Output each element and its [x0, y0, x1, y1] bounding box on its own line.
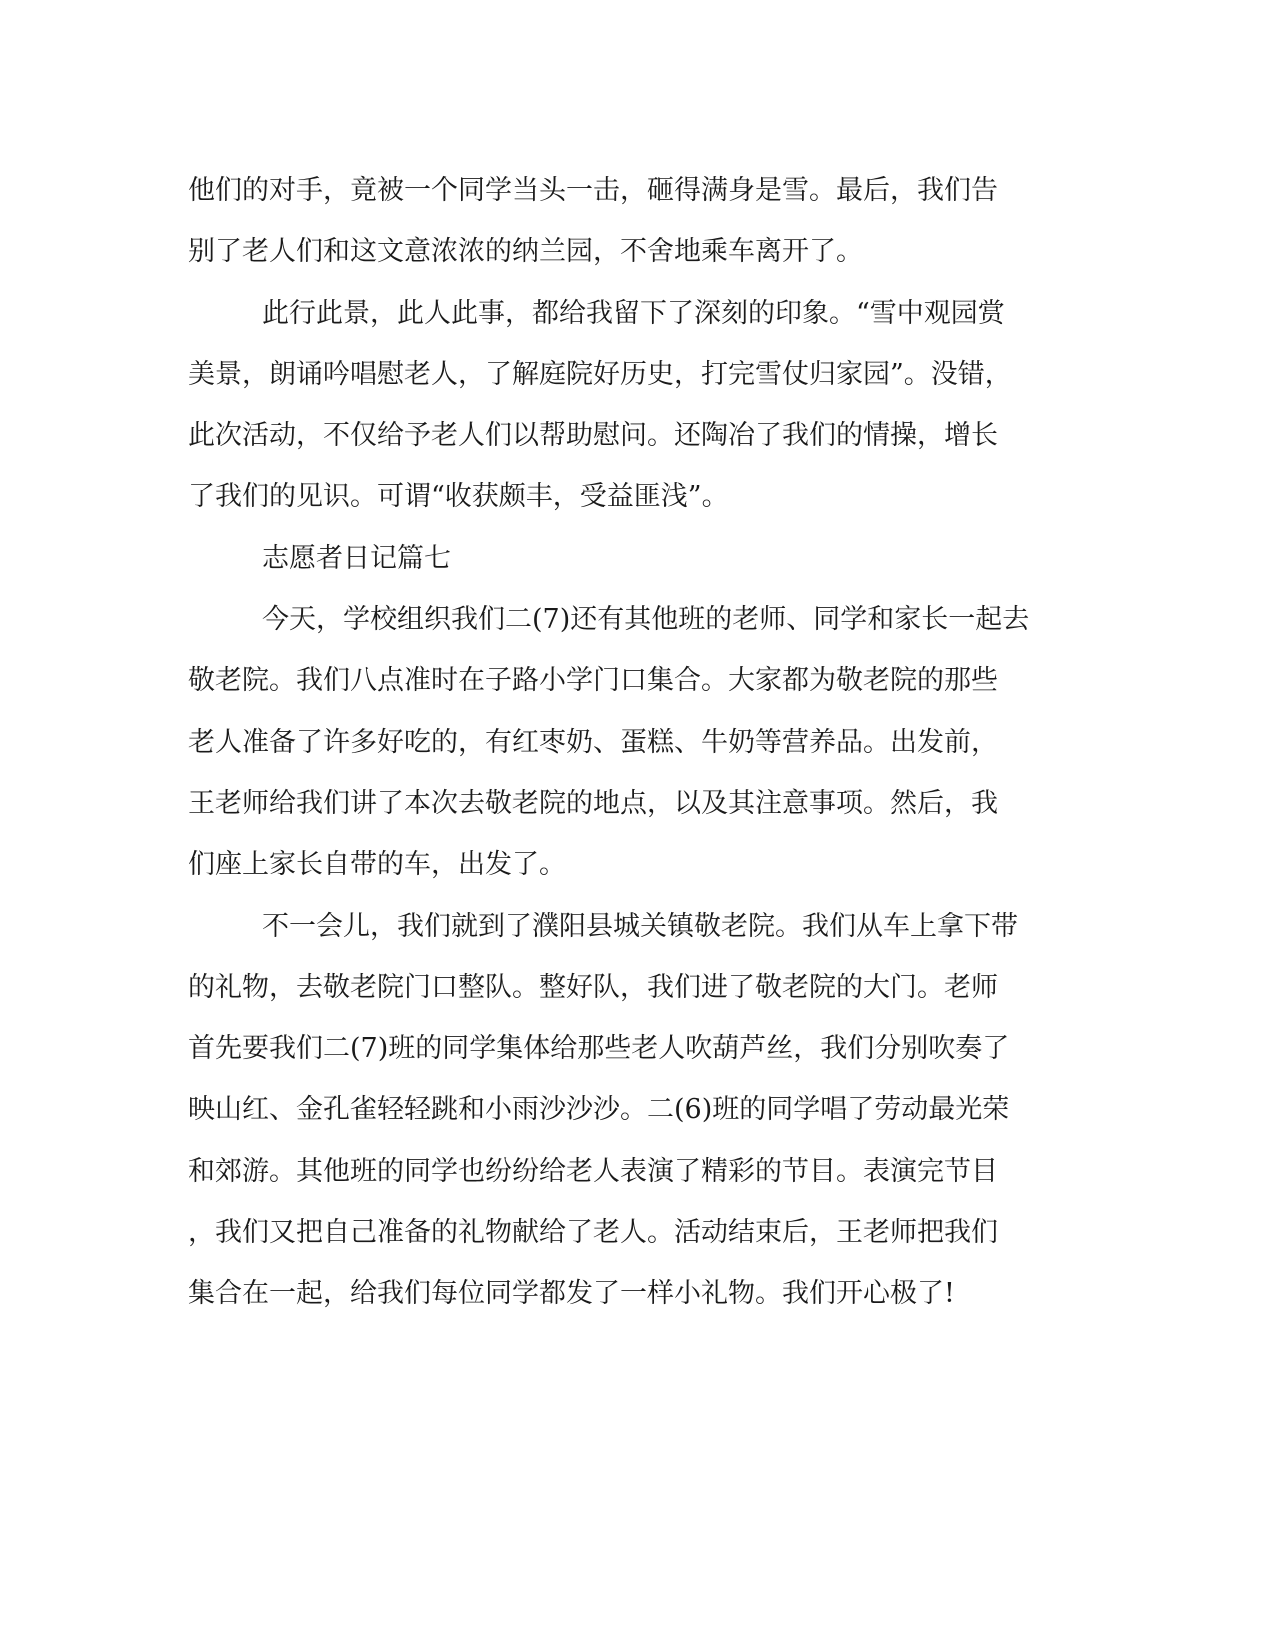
text-line: 映山红、金孔雀轻轻跳和小雨沙沙沙。二(6)班的同学唱了劳动最光荣 [188, 1094, 1010, 1126]
text-line: 不一会儿，我们就到了濮阳县城关镇敬老院。我们从车上拿下带 [262, 910, 1018, 942]
text-line: 敬老院。我们八点准时在子路小学门口集合。大家都为敬老院的那些 [188, 665, 998, 697]
text-line: 此次活动，不仅给予老人们以帮助慰问。还陶冶了我们的情操，增长 [188, 420, 998, 452]
text-line: ，我们又把自己准备的礼物献给了老人。活动结束后，王老师把我们 [188, 1217, 998, 1249]
text-line: 他们的对手，竟被一个同学当头一击，砸得满身是雪。最后，我们告 [188, 175, 998, 206]
text-line: 今天，学校组织我们二(7)还有其他班的老师、同学和家长一起去 [262, 604, 1030, 636]
text-line: 集合在一起，给我们每位同学都发了一样小礼物。我们开心极了! [188, 1278, 955, 1310]
text-line: 美景，朗诵吟唱慰老人，了解庭院好历史，打完雪仗归家园”。没错， [188, 358, 1012, 390]
text-line: 和郊游。其他班的同学也纷纷给老人表演了精彩的节目。表演完节目 [188, 1155, 998, 1187]
text-line: 的礼物，去敬老院门口整队。整好队，我们进了敬老院的大门。老师 [188, 971, 998, 1003]
text-line: 老人准备了许多好吃的，有红枣奶、蛋糕、牛奶等营养品。出发前， [188, 726, 998, 758]
text-line: 此行此景，此人此事，都给我留下了深刻的印象。“雪中观园赏 [262, 297, 1005, 329]
body-text [188, 160, 1078, 1325]
text-line: 别了老人们和这文意浓浓的纳兰园，不舍地乘车离开了。 [188, 236, 863, 268]
text-line: 了我们的见识。可谓“收获颇丰，受益匪浅”。 [188, 481, 729, 513]
text-line: 王老师给我们讲了本次去敬老院的地点，以及其注意事项。然后，我 [188, 787, 998, 819]
text-line: 们座上家长自带的车，出发了。 [188, 849, 566, 881]
text-line: 首先要我们二(7)班的同学集体给那些老人吹葫芦丝，我们分别吹奏了 [188, 1033, 1010, 1065]
section-heading: 志愿者日记篇七 [262, 542, 451, 574]
